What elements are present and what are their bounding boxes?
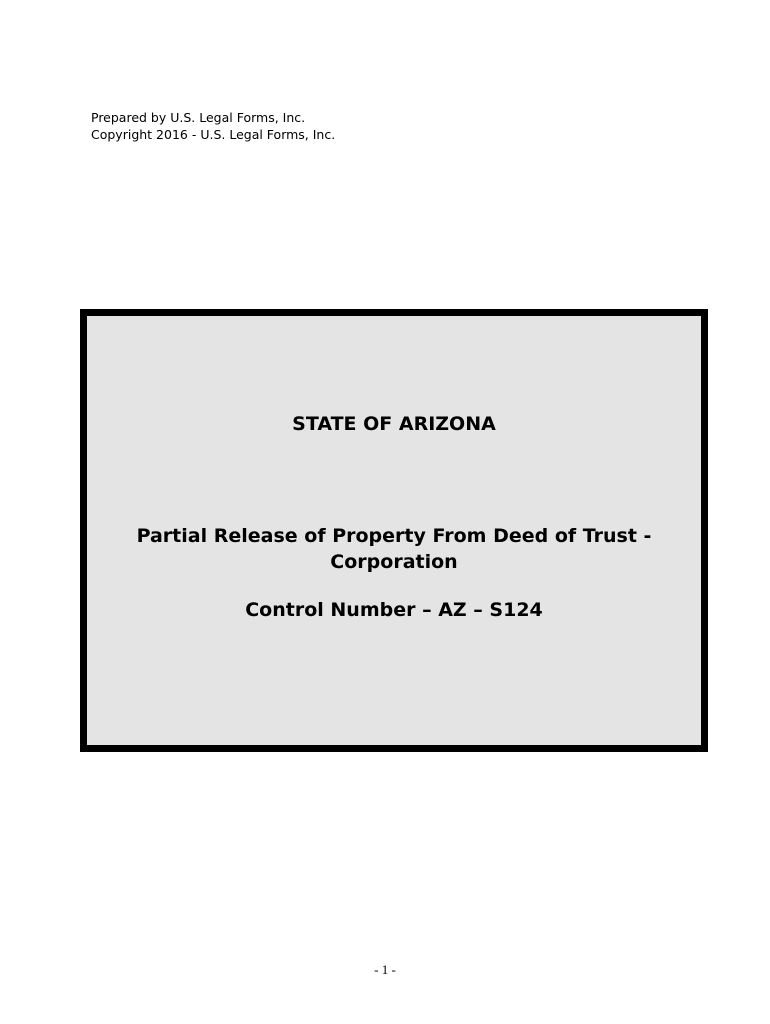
document-title-line-1: Partial Release of Property From Deed of Trust - <box>136 525 652 547</box>
control-number: Control Number – AZ – S124 <box>245 599 543 621</box>
cover-box <box>80 309 708 752</box>
prepared-by-text: Prepared by U.S. Legal Forms, Inc. <box>91 110 306 125</box>
preparer-notice <box>91 109 335 143</box>
document-title <box>87 523 701 575</box>
document-title-line-2: Corporation <box>330 551 458 573</box>
copyright-text: Copyright 2016 - U.S. Legal Forms, Inc. <box>91 127 336 142</box>
page-number: - 1 - <box>374 962 396 977</box>
state-title: STATE OF ARIZONA <box>292 413 496 435</box>
